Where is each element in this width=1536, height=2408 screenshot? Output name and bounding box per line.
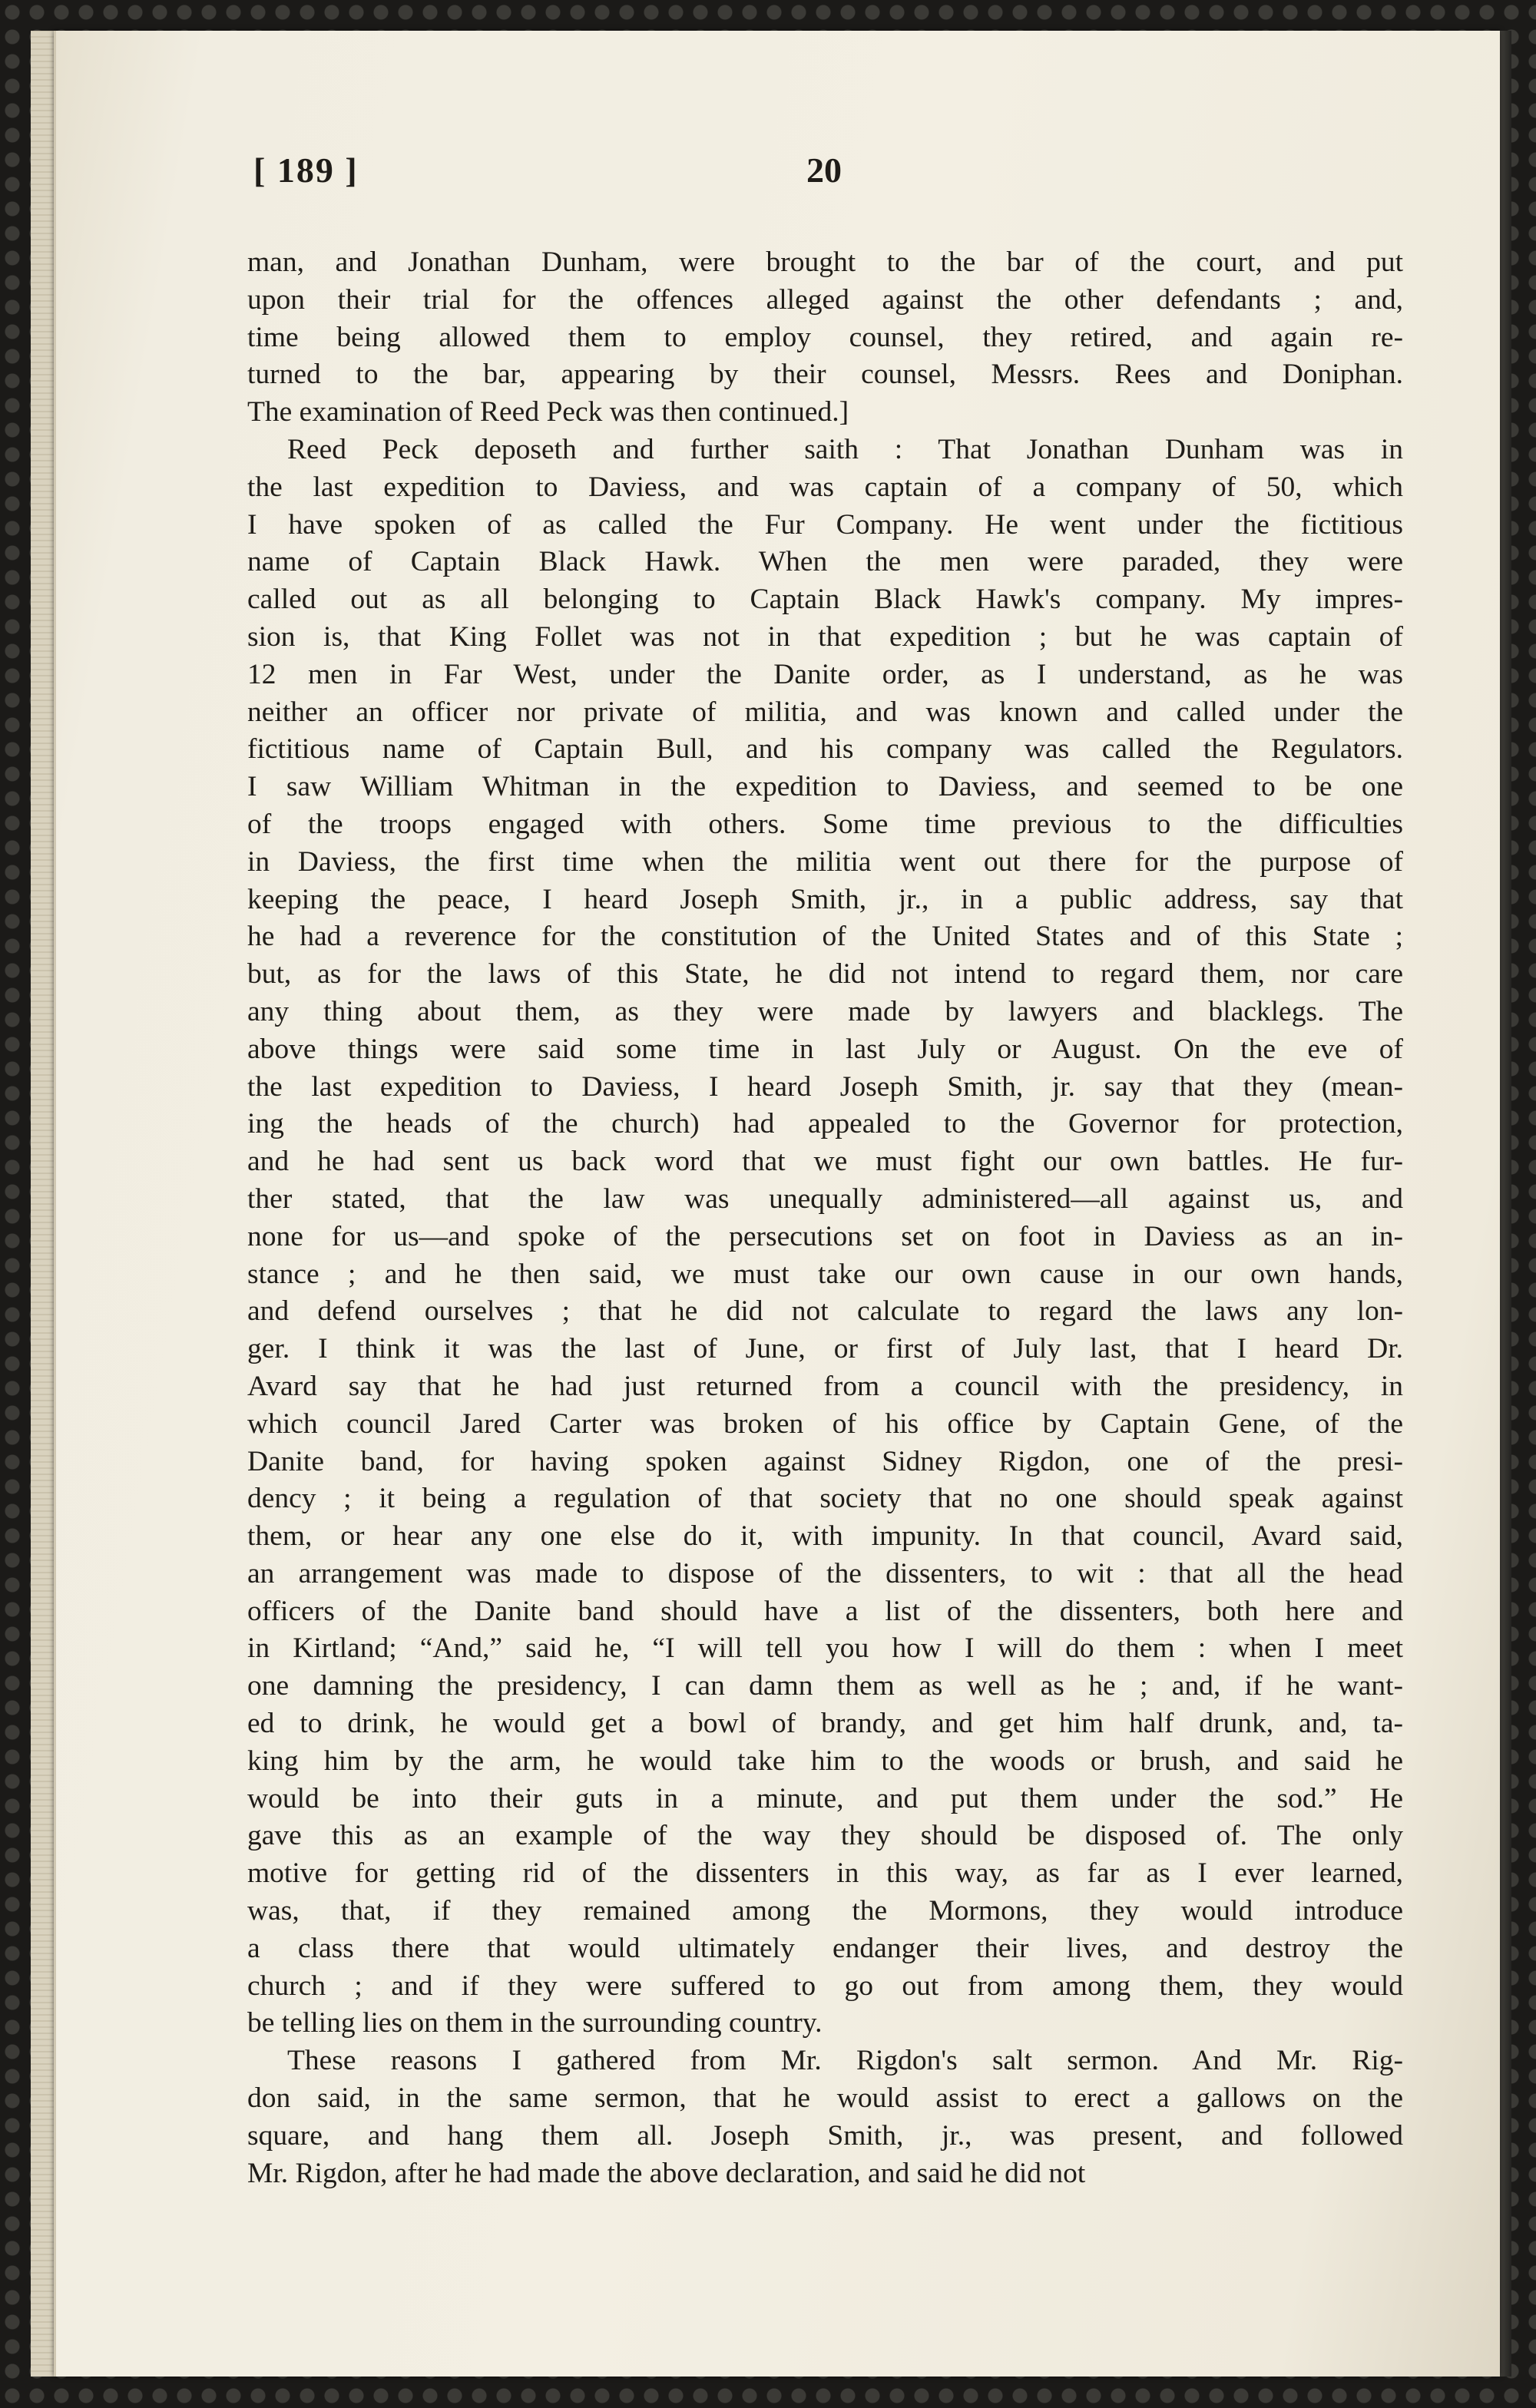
text-line: which council Jared Carter was broken of his office by Captain Gene, of the bbox=[247, 1407, 1403, 1440]
text-line: was, that, if they remained among the Mormons, they would introduce bbox=[247, 1895, 1403, 1927]
text-line: time being allowed them to employ counsel, they retired, and again re- bbox=[247, 321, 1403, 353]
text-line: but, as for the laws of this State, he did not intend to regard them, nor care bbox=[247, 958, 1403, 991]
text-line: I saw William Whitman in the expedition to Daviess, and seemed to be one bbox=[247, 771, 1403, 803]
text-line: and defend ourselves ; that he did not calculate to regard the laws any lon- bbox=[247, 1295, 1403, 1328]
text-line: neither an officer nor private of militia, and was known and called under the bbox=[247, 696, 1403, 728]
text-line: of the troops engaged with others. Some time previous to the difficulties bbox=[247, 808, 1403, 840]
text-line: above things were said some time in last July or August. On the eve of bbox=[247, 1033, 1403, 1065]
text-line: I have spoken of as called the Fur Company. He went under the fictitious bbox=[247, 508, 1403, 541]
text-line: he had a reverence for the constitution of the United States and of this State ; bbox=[247, 921, 1403, 953]
text-line: ger. I think it was the last of June, or first of July last, that I heard Dr. bbox=[247, 1333, 1403, 1365]
text-line: don said, in the same sermon, that he would assist to erect a gallows on the bbox=[247, 2082, 1403, 2115]
text-line: upon their trial for the offences alleged against the other defendants ; and, bbox=[247, 283, 1403, 316]
text-line: Reed Peck deposeth and further saith : That Jonathan Dunham was in bbox=[287, 433, 1403, 465]
text-line: officers of the Danite band should have a list of the dissenters, both here and bbox=[247, 1595, 1403, 1627]
text-line: fictitious name of Captain Bull, and his company was called the Regulators. bbox=[247, 733, 1403, 766]
document-number: [ 189 ] bbox=[253, 150, 359, 190]
text-line: a class there that would ultimately endanger their lives, and destroy the bbox=[247, 1932, 1403, 1964]
text-line: The examination of Reed Peck was then continued.] bbox=[247, 396, 849, 428]
text-line: man, and Jonathan Dunham, were brought to the bar of the court, and put bbox=[247, 246, 1403, 278]
text-line: motive for getting rid of the dissenters in this way, as far as I ever learned, bbox=[247, 1857, 1403, 1890]
text-line: These reasons I gathered from Mr. Rigdon's salt sermon. And Mr. Rig- bbox=[287, 2045, 1403, 2077]
text-line: in Daviess, the first time when the militia went out there for the purpose of bbox=[247, 845, 1403, 878]
text-line: Avard say that he had just returned from a council with the presidency, in bbox=[247, 1370, 1403, 1402]
text-line: called out as all belonging to Captain Black Hawk's company. My impres- bbox=[247, 584, 1403, 616]
text-line: none for us—and spoke of the persecutions set on foot in Daviess as an in- bbox=[247, 1220, 1403, 1252]
page-number: 20 bbox=[806, 150, 842, 190]
text-line: and he had sent us back word that we must fight our own battles. He fur- bbox=[247, 1146, 1403, 1178]
text-line: the last expedition to Daviess, I heard Joseph Smith, jr. say that they (mean- bbox=[247, 1070, 1403, 1103]
text-line: dency ; it being a regulation of that society that no one should speak against bbox=[247, 1483, 1403, 1515]
text-line: the last expedition to Daviess, and was captain of a company of 50, which bbox=[247, 471, 1403, 503]
text-line: them, or hear any one else do it, with impunity. In that council, Avard said, bbox=[247, 1520, 1403, 1553]
text-line: king him by the arm, he would take him to the woods or brush, and said he bbox=[247, 1745, 1403, 1777]
text-line: Danite band, for having spoken against Sidney Rigdon, one of the presi- bbox=[247, 1445, 1403, 1477]
text-line: ing the heads of the church) had appealed to the Governor for protection, bbox=[247, 1108, 1403, 1140]
text-line: church ; and if they were suffered to go out from among them, they would bbox=[247, 1970, 1403, 2002]
text-line: sion is, that King Follet was not in that expedition ; but he was captain of bbox=[247, 620, 1403, 653]
text-line: ed to drink, he would get a bowl of brandy, and get him half drunk, and, ta- bbox=[247, 1708, 1403, 1740]
text-line: would be into their guts in a minute, and put them under the sod.” He bbox=[247, 1782, 1403, 1814]
text-line: in Kirtland; “And,” said he, “I will tell you how I will do them : when I meet bbox=[247, 1632, 1403, 1665]
text-line: Mr. Rigdon, after he had made the above declaration, and said he did not bbox=[247, 2157, 1086, 2189]
text-line: one damning the presidency, I can damn them as well as he ; and, if he want- bbox=[247, 1670, 1403, 1702]
text-line: be telling lies on them in the surrounding country. bbox=[247, 2007, 823, 2039]
page-header bbox=[253, 150, 1405, 203]
text-line: square, and hang them all. Joseph Smith, jr., was present, and followed bbox=[247, 2119, 1403, 2152]
text-line: any thing about them, as they were made by lawyers and blacklegs. The bbox=[247, 995, 1403, 1027]
body-text bbox=[247, 244, 1403, 2192]
text-line: 12 men in Far West, under the Danite order, as I understand, as he was bbox=[247, 658, 1403, 690]
text-line: turned to the bar, appearing by their counsel, Messrs. Rees and Doniphan. bbox=[247, 359, 1403, 391]
text-line: gave this as an example of the way they should be disposed of. The only bbox=[247, 1820, 1403, 1852]
text-line: ther stated, that the law was unequally administered—all against us, and bbox=[247, 1182, 1403, 1215]
text-line: name of Captain Black Hawk. When the men were paraded, they were bbox=[247, 546, 1403, 578]
text-line: keeping the peace, I heard Joseph Smith, jr., in a public address, say that bbox=[247, 883, 1403, 915]
text-line: an arrangement was made to dispose of the dissenters, to wit : that all the head bbox=[247, 1557, 1403, 1589]
text-line: stance ; and he then said, we must take our own cause in our own hands, bbox=[247, 1258, 1403, 1290]
